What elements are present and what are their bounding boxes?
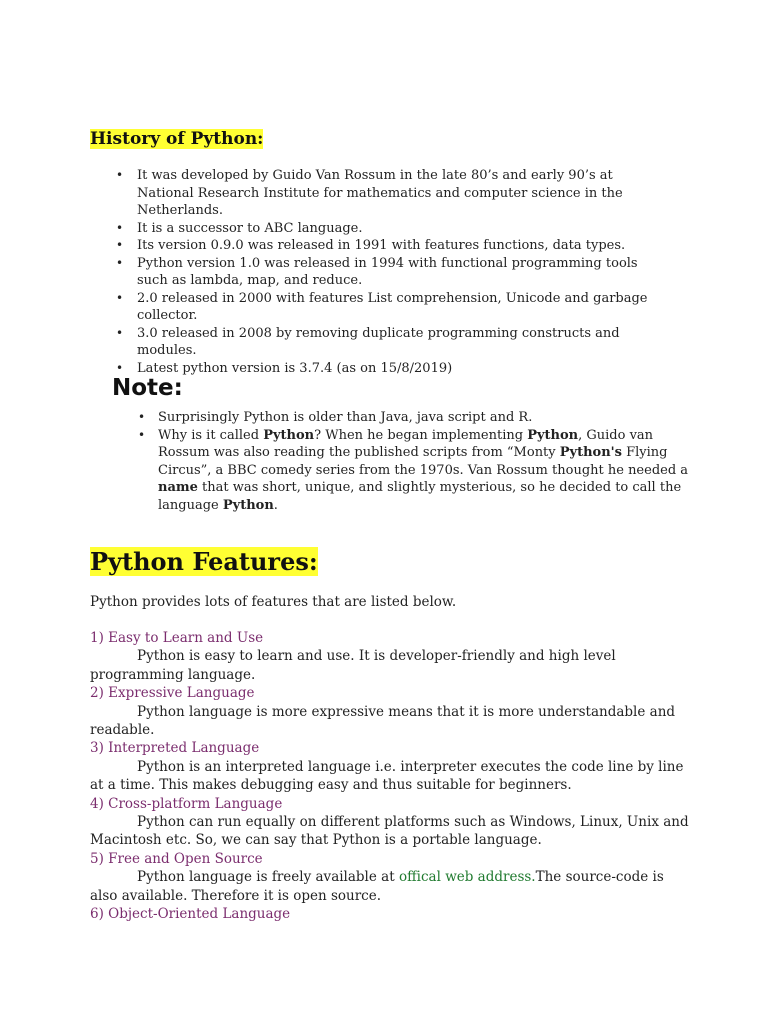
note-item: • Surprisingly Python is older than Java, java script and R. — [134, 409, 694, 427]
note-text: , Guido van Rossum was also reading the published scripts from “Monty — [158, 427, 654, 460]
feature-description: Python is easy to learn and use. It is developer-friendly and high level programming language. — [90, 648, 616, 683]
note-heading: Note: — [112, 375, 183, 401]
feature-description: Python language is more expressive means that it is more understandable and readable. — [90, 703, 676, 739]
feature-title: 6) Object-Oriented Language — [90, 906, 291, 923]
feature-description-text: Python language is freely available at — [137, 869, 399, 886]
history-list — [112, 167, 672, 377]
note-bold: Python — [527, 427, 579, 443]
note-text: ? When he began implementing — [314, 427, 528, 443]
features-list — [90, 629, 690, 924]
note-text: Flying Circus”, a BBC comedy series from the 1970s. Van Rossum thought he needed a — [158, 445, 689, 478]
feature-title: 2) Expressive Language — [90, 685, 255, 702]
history-item: • Its version 0.9.0 was released in 1991 with features functions, data types. — [112, 237, 672, 255]
history-item: • 2.0 released in 2000 with features List comprehension, Unicode and garbage collector. — [112, 290, 672, 325]
feature-title: 5) Free and Open Source — [90, 850, 263, 867]
history-heading-text: History of Python: — [90, 129, 264, 149]
feature-description: Python can run equally on different platforms such as Windows, Linux, Unix and Macintosh etc. So, we can say that Python is a portable language. — [90, 814, 689, 849]
feature-title: 1) Easy to Learn and Use — [90, 630, 264, 646]
history-heading — [90, 128, 263, 150]
history-item: • Latest python version is 3.7.4 (as on 15/8/2019) — [112, 360, 672, 378]
history-item: • It was developed by Guido Van Rossum in the late 80’s and early 90’s at National Research Institute for mathematics and computer science in the Netherlands. — [112, 167, 672, 220]
feature-title: 3) Interpreted Language — [90, 740, 260, 757]
history-item: • It is a successor to ABC language. — [112, 220, 672, 238]
official-web-address-link[interactable]: offical web address. — [398, 869, 536, 886]
note-text: that was short, unique, and slightly mysterious, so he decided to call the language — [158, 480, 682, 513]
feature-description: Python is an interpreted language i.e. interpreter executes the code line by line at a time. This makes debugging easy and thus suitable for beginners. — [90, 758, 684, 794]
note-bold: Python — [263, 427, 315, 443]
note-text: Why is it called — [158, 427, 264, 443]
features-intro: Python provides lots of features that are listed below. — [90, 594, 457, 610]
note-bold: Python — [222, 497, 274, 513]
features-heading — [90, 546, 318, 578]
feature-description-text: The source-code is also available. Therefore it is open source. — [90, 869, 664, 904]
note-list — [134, 409, 694, 514]
feature-description — [90, 868, 690, 905]
note-bold: name — [158, 480, 198, 495]
history-item: • Python version 1.0 was released in 1994 with functional programming tools such as lambda, map, and reduce. — [112, 255, 672, 290]
feature-title: 4) Cross-platform Language — [90, 795, 283, 812]
note-bold: Python's — [559, 445, 622, 460]
history-item: • 3.0 released in 2008 by removing duplicate programming constructs and modules. — [112, 325, 672, 360]
features-heading-text: Python Features: — [90, 547, 318, 576]
note-text: . — [273, 497, 278, 513]
note-item — [134, 427, 694, 515]
